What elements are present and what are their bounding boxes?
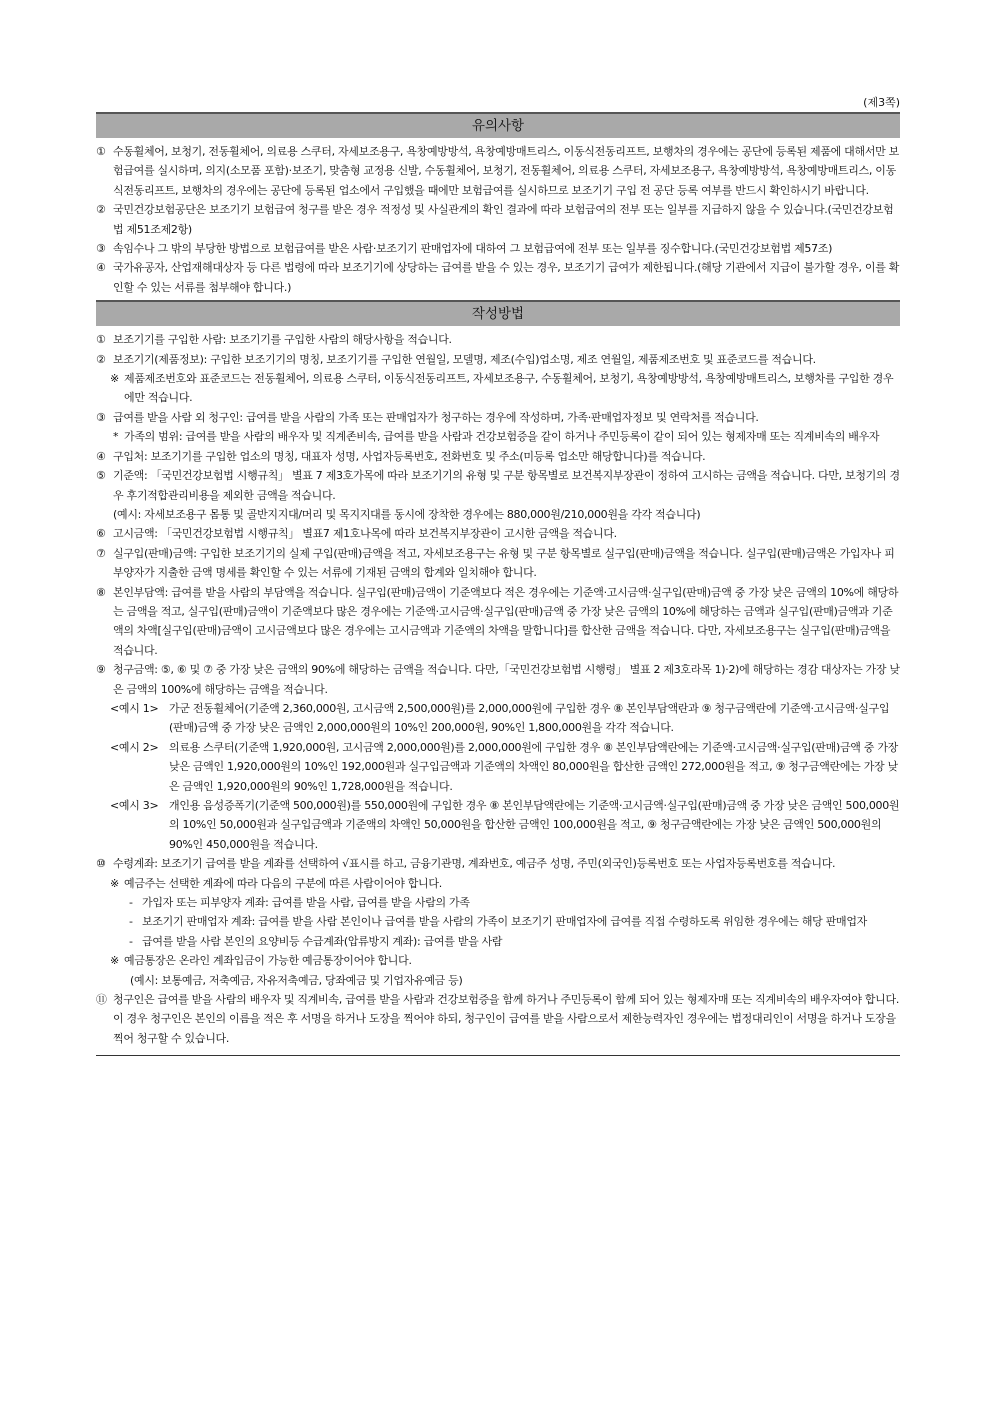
notice-item (96, 258, 900, 297)
notice-section (96, 138, 900, 300)
item-number: ② (96, 203, 106, 217)
method-note (96, 874, 900, 893)
method-item (96, 466, 900, 505)
example-text: 의료용 스쿠터(기준액 1,920,000원, 고시금액 2,000,000원)를 2,000,000원에 구입한 경우 ⑧ 본인부담액란에는 기준액·고시금액·실구입(판매)금액 중 가장 낮은 금액인 1,920,000원의 10%인 192,000원과 실구입금액과 기준액의 차액인 80,000원을 합산한 금액인 272,000원을 적고, ⑨ 청구금액란에는 가장 낮은 금액인 1,920,000원의 90%인 1,728,000원을 적습니다. (169, 740, 898, 793)
item-number: ① (96, 333, 106, 347)
item-text: 급여를 받을 사람 외 청구인: 급여를 받을 사람의 가족 또는 판매업자가 청구하는 경우에 작성하며, 가족·판매업자정보 및 연락처를 적습니다. (113, 410, 759, 424)
example-label: <예시 3> (110, 799, 159, 812)
method-dash-item (96, 932, 900, 951)
item-number: ③ (96, 410, 106, 424)
dash-mark: - (129, 915, 133, 929)
item-text: 고시금액: 「국민건강보험법 시행규칙」 별표7 제1호나목에 따라 보건복지부장관이 고시한 금액을 적습니다. (113, 527, 617, 541)
method-item (96, 854, 900, 873)
dash-text: 급여를 받을 사람 본인의 요양비등 수급계좌(압류방지 계좌): 급여를 받을 사람 (142, 934, 503, 948)
method-example (96, 738, 900, 796)
method-item (96, 660, 900, 699)
method-note (96, 369, 900, 408)
item-text: 본인부담액: 급여를 받을 사람의 부담액을 적습니다. 실구입(판매)금액이 기준액보다 적은 경우에는 기준액·고시금액·실구입(판매)금액 중 가장 낮은 금액의 10%에 해당하는 금액을 적고, 실구입(판매)금액이 기준액보다 많은 경우에는 기준액·고시금액·실구입(판매)금액 중 가장 낮은 금액의 10%에 해당하는 금액과 실구입(판매)금액과 기준액의 차액[실구입(판매)금액이 고시금액보다 많은 경우에는 고시금액과 기준액의 차액을 말합니다]를 합산한 금액을 적습니다. 다만, 자세보조용구는 실구입(판매)금액을 적습니다. (113, 585, 899, 657)
note-text: 가족의 범위: 급여를 받을 사람의 배우자 및 직계존비속, 급여를 받을 사람과 건강보험증을 같이 하거나 주민등록이 같이 되어 있는 형제자매 또는 직계비속의 배우자 (124, 430, 880, 444)
note-mark: ※ (110, 876, 119, 890)
item-text: 청구금액: ⑤, ⑥ 및 ⑦ 중 가장 낮은 금액의 90%에 해당하는 금액을 적습니다. 다만,「국민건강보험법 시행령」 별표 2 제3호라목 1)·2)에 해당하는 경감 대상자는 가장 낮은 금액의 100%에 해당하는 금액을 적습니다. (113, 663, 900, 696)
item-number: ① (96, 145, 106, 158)
dash-text: 가입자 또는 피부양자 계좌: 급여를 받을 사람, 급여를 받을 사람의 가족 (142, 896, 470, 910)
item-number: ⑩ (96, 857, 106, 871)
item-text: 보조기기를 구입한 사람: 보조기기를 구입한 사람의 해당사항을 적습니다. (113, 333, 452, 347)
item-text: 청구인은 급여를 받을 사람의 배우자 및 직계비속, 급여를 받을 사람과 건강보험증을 함께 하거나 주민등록이 함께 되어 있는 형제자매 또는 직계비속의 배우자여야 합니다. 이 경우 청구인은 본인의 이름을 적은 후 서명을 하거나 도장을 찍어야 하되, 청구인이 급여를 받을 사람으로서 제한능력자인 경우에는 법정대리인이 서명을 하거나 도장을 찍어 청구할 수 있습니다. (113, 993, 900, 1045)
method-item (96, 524, 900, 543)
notice-item (96, 239, 900, 258)
page-number: (제3쪽) (863, 96, 900, 109)
note-mark: ※ (110, 954, 119, 968)
note-text: 제품제조번호와 표준코드는 전동휠체어, 의료용 스쿠터, 이동식전동리프트, 자세보조용구, 수동휠체어, 보청기, 욕창예방방석, 욕창예방매트리스, 보행차를 구입한 경우에만 적습니다. (124, 372, 894, 405)
item-number: ④ (96, 261, 106, 275)
method-item (96, 990, 900, 1048)
method-note (96, 427, 900, 446)
method-item (96, 544, 900, 583)
method-item (96, 583, 900, 661)
method-dash-item (96, 893, 900, 912)
method-example: (예시: 자세보조용구 몸통 및 골반지지대/머리 및 목지지대를 동시에 장착한 경우에는 880,000원/210,000원을 각각 적습니다) (113, 507, 701, 521)
item-number: ⑪ (96, 993, 107, 1007)
note-mark: * (113, 430, 119, 444)
example-text: 개인용 음성증폭기(기준액 500,000원)를 550,000원에 구입한 경우 ⑧ 본인부담액란에는 기준액·고시금액·실구입(판매)금액 중 가장 낮은 금액인 500,000원의 10%인 50,000원과 실구입금액과 기준액의 차액인 50,000원을 합산한 금액인 100,000원을 적고, ⑨ 청구금액란에는 가장 낮은 금액인 500,000원의 90%인 450,000원을 적습니다. (169, 799, 900, 851)
item-text: 기준액: 「국민건강보험법 시행규칙」 별표 7 제3호가목에 따라 보조기기의 유형 및 구분 항목별로 보건복지부장관이 정하여 고시하는 금액을 적습니다. 다만, 보청기의 경우 후기적합관리비용을 제외한 금액을 적습니다. (113, 469, 900, 502)
item-number: ⑥ (96, 527, 106, 541)
item-text: 수령계좌: 보조기기 급여를 받을 계좌를 선택하여 √표시를 하고, 금융기관명, 계좌번호, 예금주 성명, 주민(외국인)등록번호 또는 사업자등록번호를 적습니다. (113, 857, 836, 871)
method-section (96, 326, 900, 1051)
dash-text: 보조기기 판매업자 계좌: 급여를 받을 사람 본인이나 급여를 받을 사람의 가족이 보조기기 판매업자에 급여를 직접 수령하도록 위임한 경우에는 해당 판매업자 (142, 915, 868, 929)
item-number: ④ (96, 449, 106, 463)
notice-section-title: 유의사항 (96, 112, 900, 138)
item-number: ⑦ (96, 546, 106, 560)
item-number: ② (96, 352, 106, 366)
method-section-title: 작성방법 (96, 300, 900, 326)
item-text: 속임수나 그 밖의 부당한 방법으로 보험급여를 받은 사람·보조기기 판매업자에 대하여 그 보험급여에 전부 또는 일부를 징수합니다.(국민건강보험법 제57조) (113, 242, 833, 256)
example-text: 가군 전동휠체어(기준액 2,360,000원, 고시금액 2,500,000원)를 2,000,000원에 구입한 경우 ⑧ 본인부담액란과 ⑨ 청구금액란에 기준액·고시금액·실구입(판매)금액 중 가장 낮은 금액인 2,000,000원의 10%인 200,000원, 90%인 1,800,000원을 각각 적습니다. (169, 701, 890, 735)
item-number: ⑤ (96, 469, 106, 483)
method-item (96, 408, 900, 427)
bottom-divider (96, 1055, 900, 1056)
method-example (96, 796, 900, 854)
item-number: ③ (96, 242, 106, 256)
example-label: <예시 1> (110, 701, 159, 715)
item-number: ⑨ (96, 663, 106, 677)
item-text: 수동휠체어, 보청기, 전동휠체어, 의료용 스쿠터, 자세보조용구, 욕창예방방석, 욕창예방매트리스, 이동식전동리프트, 보행차의 경우에는 공단에 등록된 제품에 대해서만 보험급여를 실시하며, 의지(소모품 포함)·보조기, 맞춤형 교정용 신발, 수동휠체어, 보청기, 전동휠체어, 의료용 스쿠터, 자세보조용구, 욕창예방방석, 욕창예방매트리스, 이동식전동리프트, 보행차의 경우에는 공단에 등록된 업소에서 구입했을 때에만 보험급여를 실시하므로 보조기기 구입 전 공단 등록 여부를 반드시 확인하시기 바랍니다. (113, 145, 900, 197)
note-mark: ※ (110, 372, 119, 386)
document-page (96, 96, 900, 1056)
notice-item (96, 142, 900, 200)
item-text: 국민건강보험공단은 보조기기 보험급여 청구를 받은 경우 적정성 및 사실관계의 확인 결과에 따라 보험급여의 전부 또는 일부를 지급하지 않을 수 있습니다.(국민건강보험법 제51조제2항) (113, 203, 894, 236)
method-item (96, 447, 900, 466)
note-text: 예금통장은 온라인 계좌입금이 가능한 예금통장이어야 합니다. (124, 954, 412, 968)
notice-item (96, 200, 900, 239)
item-text: 보조기기(제품정보): 구입한 보조기기의 명칭, 보조기기를 구입한 연월일, 모델명, 제조(수입)업소명, 제조 연월일, 제품제조번호 및 표준코드를 적습니다. (113, 352, 816, 366)
note-text: 예금주는 선택한 계좌에 따라 다음의 구분에 따른 사람이어야 합니다. (124, 876, 442, 890)
method-item (96, 350, 900, 369)
item-text: 국가유공자, 산업재해대상자 등 다른 법령에 따라 보조기기에 상당하는 급여를 받을 수 있는 경우, 보조기기 급여가 제한됩니다.(해당 기관에서 지급이 불가할 경우, 이를 확인할 수 있는 서류를 첨부해야 합니다.) (113, 261, 900, 294)
dash-mark: - (129, 934, 133, 948)
item-text: 구입처: 보조기기를 구입한 업소의 명칭, 대표자 성명, 사업자등록번호, 전화번호 및 주소(미등록 업소만 해당합니다)를 적습니다. (113, 449, 706, 463)
method-note (96, 951, 900, 970)
method-example (96, 699, 900, 738)
method-dash-item (96, 912, 900, 931)
example-label: <예시 2> (110, 740, 159, 754)
item-text: 실구입(판매)금액: 구입한 보조기기의 실제 구입(판매)금액을 적고, 자세보조용구는 유형 및 구분 항목별로 실구입(판매)금액을 적습니다. 실구입(판매)금액은 가입자나 피부양자가 지출한 금액 명세를 확인할 수 있는 서류에 기재된 금액의 합계와 일치해야 합니다. (113, 546, 895, 580)
method-item (96, 330, 900, 349)
item-number: ⑧ (96, 585, 106, 599)
method-example: (예시: 보통예금, 저축예금, 자유저축예금, 당좌예금 및 기업자유예금 등) (130, 973, 463, 987)
dash-mark: - (129, 896, 133, 910)
